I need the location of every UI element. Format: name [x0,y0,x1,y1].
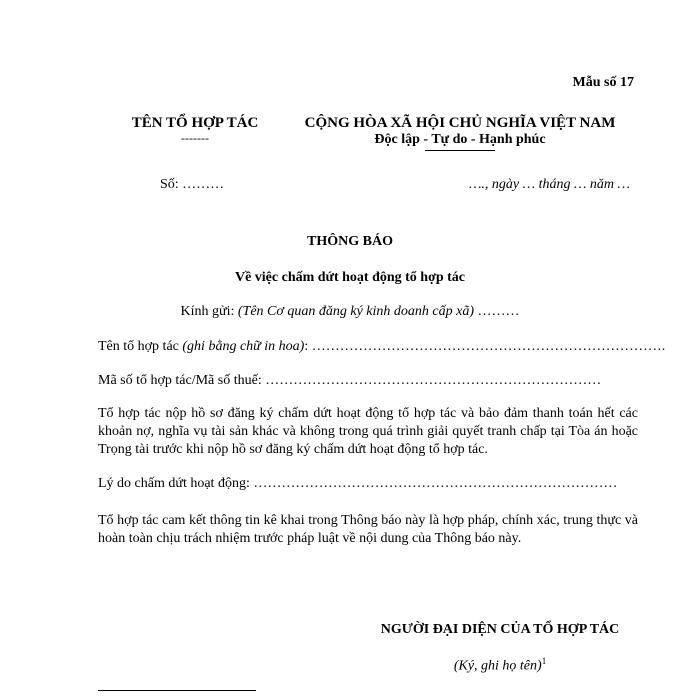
footnote-mark: 1 [541,656,547,666]
nation-title: CỘNG HÒA XÃ HỘI CHỦ NGHĨA VIỆT NAM [304,115,616,131]
document-number: Số: ……… [160,177,225,192]
footnote-divider [98,690,256,691]
signature-title: NGƯỜI ĐẠI DIỆN CỦA TỔ HỢP TÁC [380,622,620,637]
motto-underline [425,150,495,151]
org-name: TÊN TỔ HỢP TÁC [131,115,259,131]
paragraph-commitment: Tổ hợp tác cam kết thông tin kê khai trong Thông báo này là hợp pháp, chính xác, trung thực và hoàn toàn chịu trách nhiệm trước pháp luật về nội dung của Thông báo này. [98,513,638,546]
header-left [110,115,280,144]
coop-name-dots: : …………………………………………………………………. [304,339,666,354]
header-right [285,115,635,151]
addressee-dots: ……… [473,304,520,319]
field-reason: Lý do chấm dứt hoạt động: …………………………………………………………………… [98,476,618,491]
field-coop-name [98,339,665,355]
nation-motto: Độc lập - Tự do - Hạnh phúc [374,132,546,147]
coop-name-hint: (ghi bằng chữ in hoa) [182,339,305,354]
paragraph-debts: Tổ hợp tác nộp hồ sơ đăng ký chấm dứt hoạt động tổ hợp tác và bảo đảm thanh toán hết các khoản nợ, nghĩa vụ tài sản khác và không trong quá trình giải quyết tranh chấp tại Tòa án hoặc Trọng tài trước khi nộp hồ sơ đăng ký chấm dứt hoạt động tổ hợp tác. [98,406,638,457]
addressee-prefix: Kính gửi: [180,304,238,319]
addressee-line [0,304,700,320]
document-subtitle: Về việc chấm dứt hoạt động tổ hợp tác [234,270,466,285]
addressee-recipient: (Tên Cơ quan đăng ký kinh doanh cấp xã) [237,304,474,319]
signature-note: (Ký, ghi họ tên)$^1$ [453,656,547,674]
document-date: …., ngày … tháng … năm … [468,177,630,192]
org-divider: ------- [181,131,209,145]
field-coop-code: Mã số tổ hợp tác/Mã số thuế: ……………………………………………………………… [98,373,602,388]
coop-name-label: Tên tổ hợp tác [98,339,183,354]
form-number: Mẫu số 17 [572,75,634,90]
document-title: THÔNG BÁO [307,234,393,249]
